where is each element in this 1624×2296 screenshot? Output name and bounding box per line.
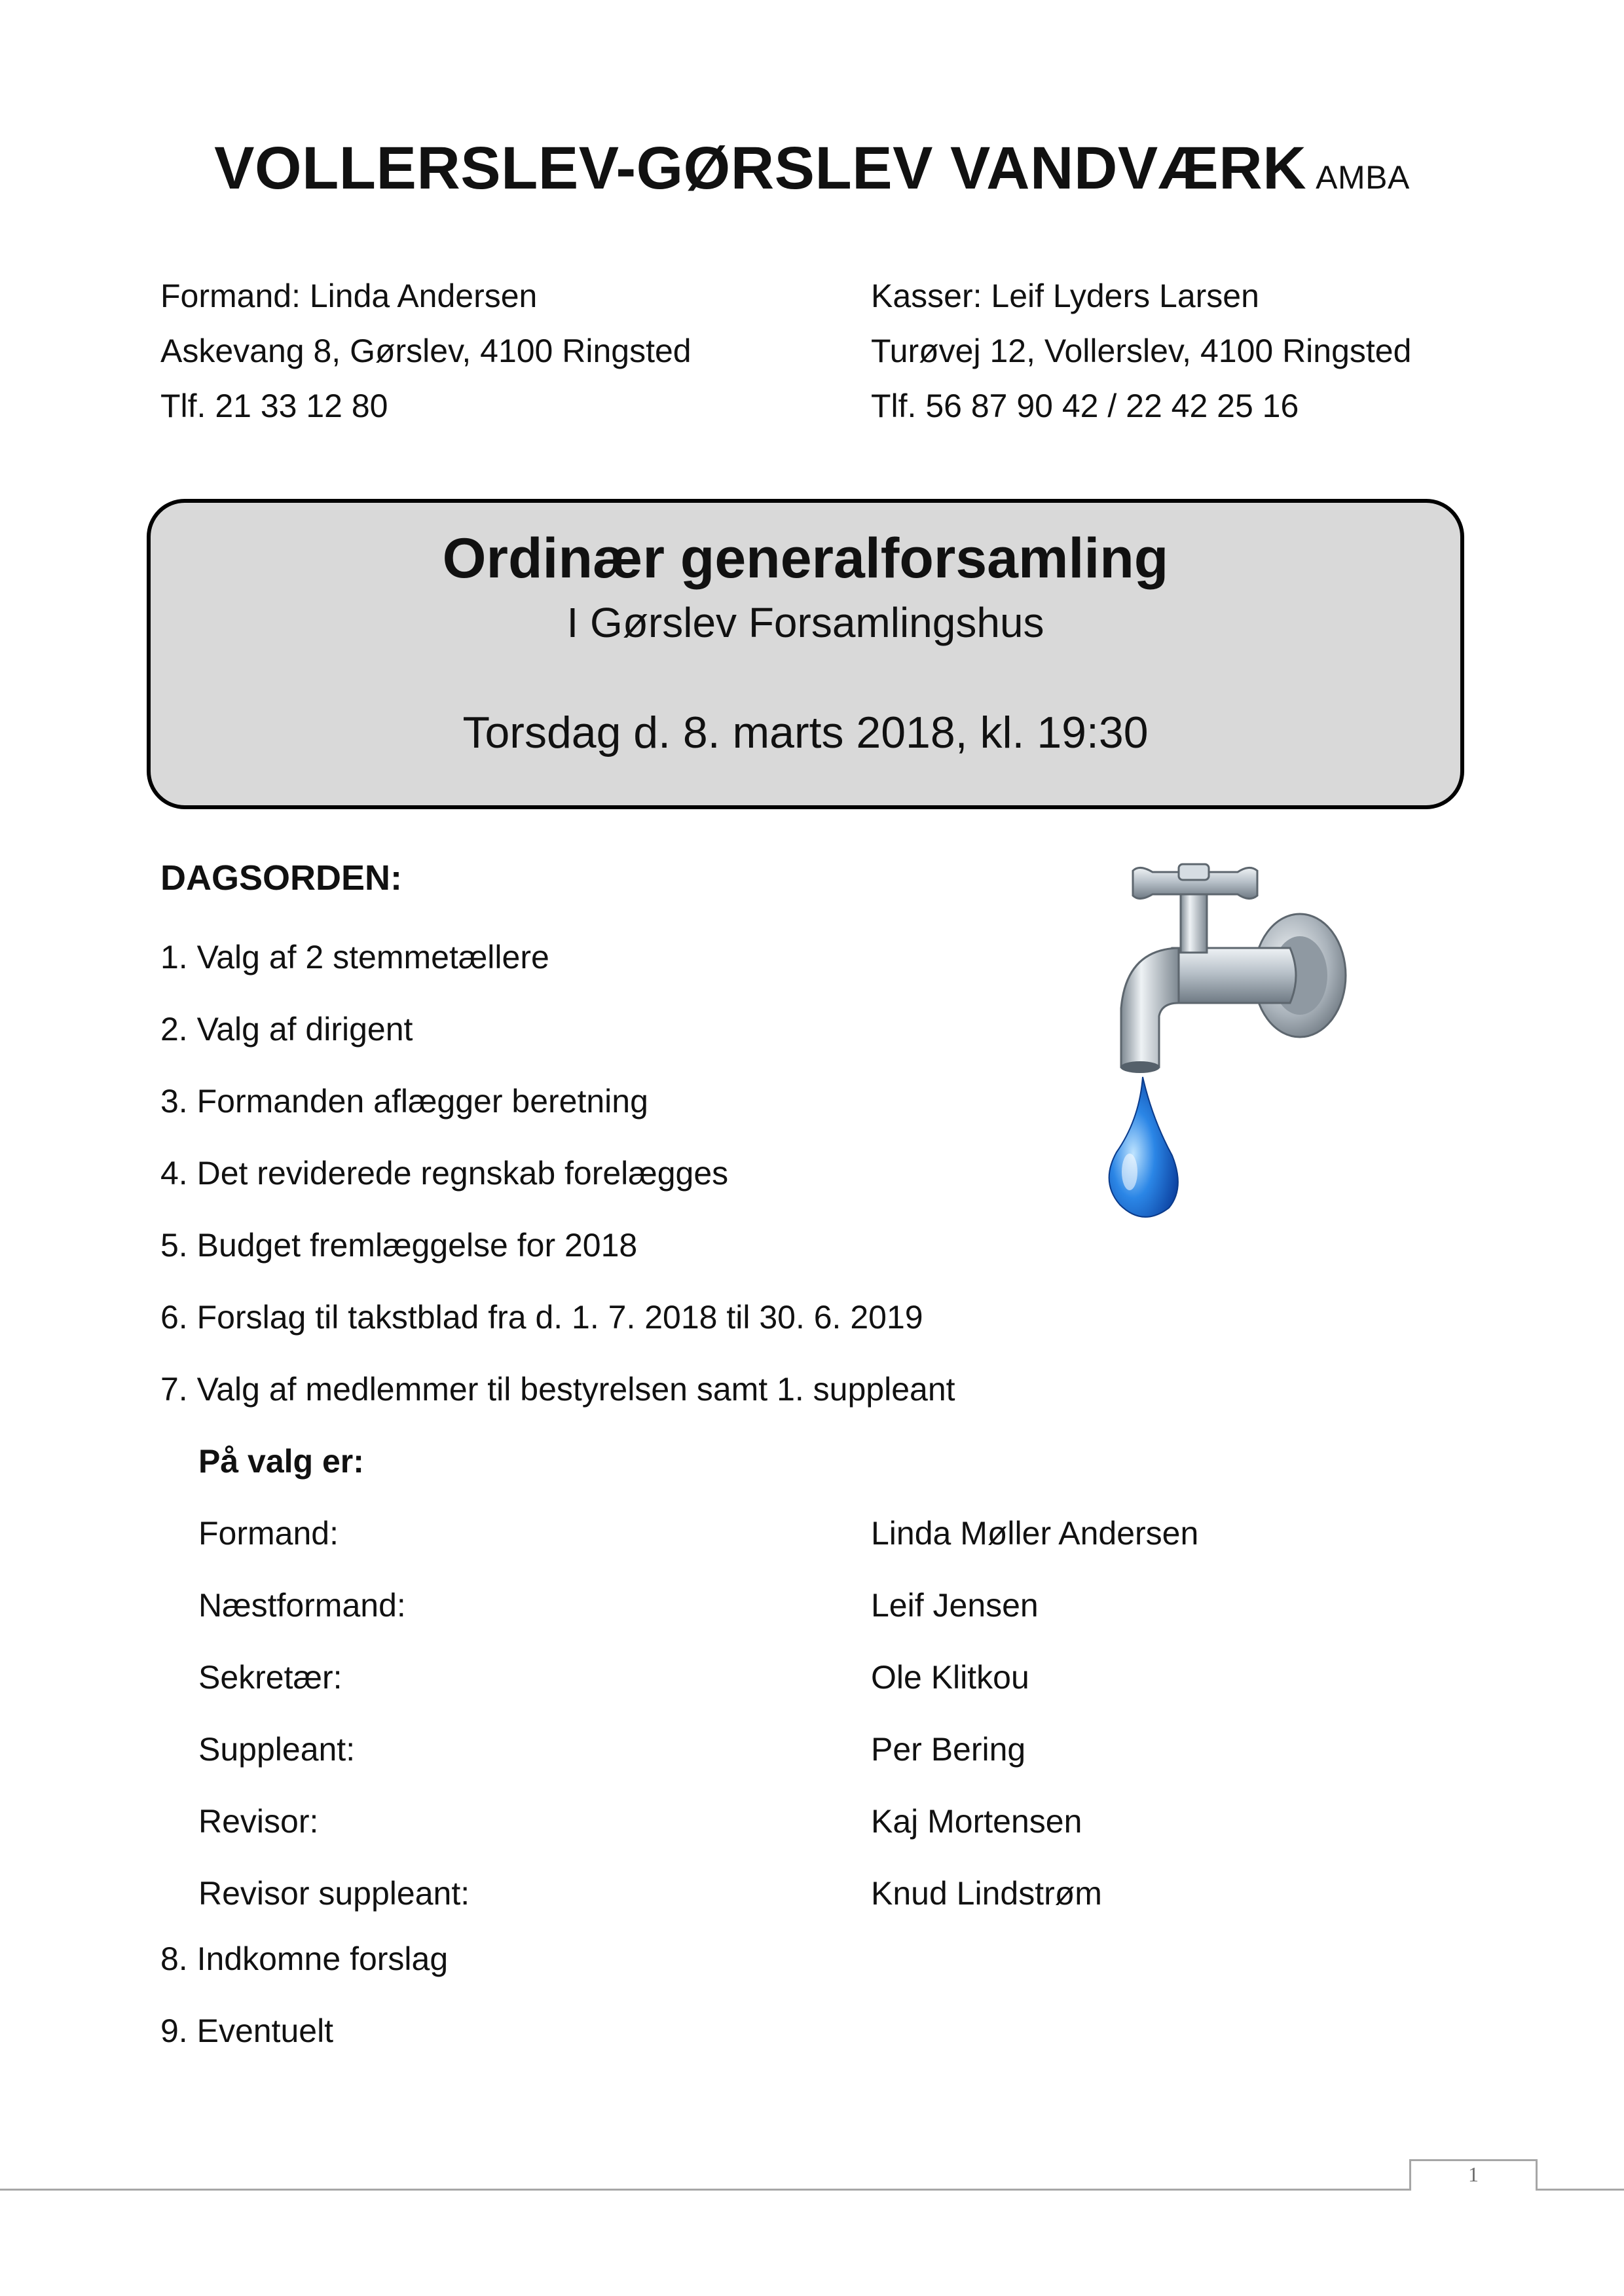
election-row (198, 1722, 1026, 1794)
treasurer-phone: Tlf. 56 87 90 42 / 22 42 25 16 (871, 388, 1299, 424)
contact-treasurer (871, 268, 1411, 433)
agenda-item: 6. Forslag til takstblad fra d. 1. 7. 2018 til 30. 6. 2019 (160, 1299, 923, 1336)
election-role: Suppleant: (198, 1731, 356, 1768)
agenda-item: 5. Budget fremlæggelse for 2018 (160, 1227, 638, 1264)
agenda-item: 1. Valg af 2 stemmetællere (160, 939, 549, 975)
page-title (0, 134, 1624, 203)
election-row (198, 1794, 1082, 1866)
election-heading: På valg er: (198, 1443, 364, 1480)
election-person: Per Bering (871, 1731, 1026, 1768)
agenda-list-continued (160, 1931, 448, 2075)
election-person: Kaj Mortensen (871, 1803, 1082, 1840)
agenda-item: 9. Eventuelt (160, 2013, 334, 2049)
chairman-phone: Tlf. 21 33 12 80 (160, 388, 388, 424)
meeting-datetime: Torsdag d. 8. marts 2018, kl. 19:30 (462, 708, 1149, 757)
election-person: Linda Møller Andersen (871, 1515, 1199, 1552)
agenda-item: 4. Det reviderede regnskab forelægges (160, 1155, 729, 1192)
election-row (198, 1578, 1039, 1650)
election-person: Leif Jensen (871, 1587, 1039, 1624)
election-role: Revisor: (198, 1803, 319, 1840)
chairman-name: Formand: Linda Andersen (160, 278, 538, 314)
election-row (198, 1866, 1102, 1938)
agenda-item: 3. Formanden aflægger beretning (160, 1083, 648, 1120)
election-person: Knud Lindstrøm (871, 1875, 1102, 1912)
meeting-place: I Gørslev Forsamlingshus (566, 599, 1044, 646)
meeting-title: Ordinær generalforsamling (442, 527, 1169, 590)
treasurer-name: Kasser: Leif Lyders Larsen (871, 278, 1259, 314)
agenda-item: 2. Valg af dirigent (160, 1011, 413, 1048)
footer-rule (0, 2189, 1624, 2191)
election-role: Formand: (198, 1515, 339, 1552)
page-number-tab (1409, 2159, 1538, 2191)
agenda-list (160, 930, 955, 1434)
election-row (198, 1650, 1029, 1722)
title-suffix: AMBA (1316, 159, 1410, 196)
election-list (198, 1434, 1199, 1938)
election-person: Ole Klitkou (871, 1659, 1029, 1696)
election-row (198, 1506, 1199, 1578)
agenda-heading: DAGSORDEN: (160, 858, 403, 898)
election-role: Næstformand: (198, 1587, 406, 1624)
election-role: Revisor suppleant: (198, 1875, 470, 1912)
agenda-item: 8. Indkomne forslag (160, 1941, 449, 1977)
contact-chairman (160, 268, 692, 433)
chairman-address: Askevang 8, Gørslev, 4100 Ringsted (160, 333, 692, 369)
title-main: VOLLERSLEV-GØRSLEV VANDVÆRK (214, 135, 1307, 202)
page-number: 1 (1468, 2162, 1479, 2186)
meeting-info-box (147, 499, 1464, 809)
agenda-item: 7. Valg af medlemmer til bestyrelsen samt 1. suppleant (160, 1371, 955, 1408)
treasurer-address: Turøvej 12, Vollerslev, 4100 Ringsted (871, 333, 1412, 369)
water-tap-with-drop-icon (1080, 845, 1375, 1224)
election-role: Sekretær: (198, 1659, 342, 1696)
